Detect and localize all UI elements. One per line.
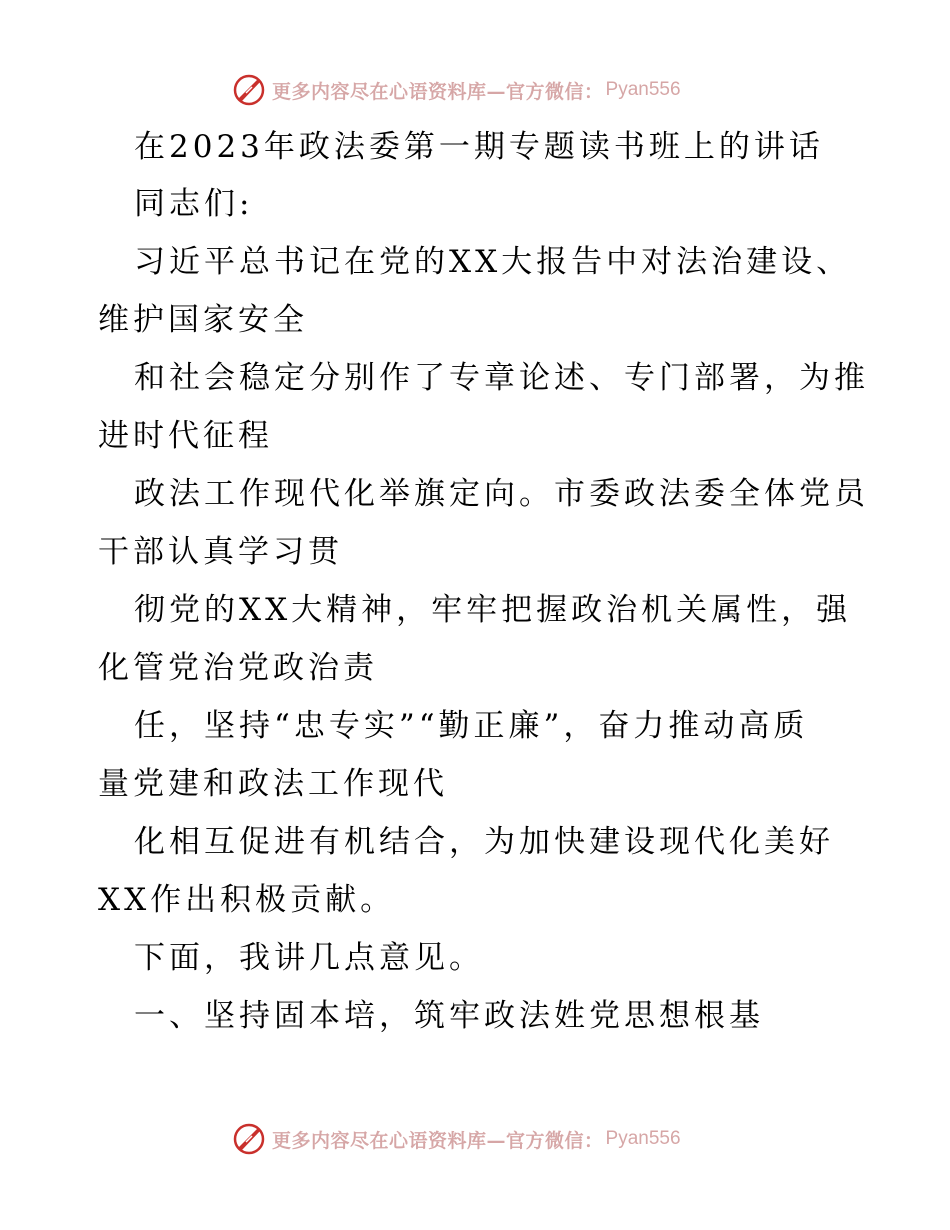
paragraph-line: 下面，我讲几点意见。 bbox=[134, 940, 484, 976]
quill-logo-icon bbox=[232, 1122, 266, 1156]
paragraph-line: XX作出积极贡献。 bbox=[98, 882, 396, 918]
footer-watermark bbox=[232, 1121, 681, 1157]
paragraph-line: 进时代征程 bbox=[98, 418, 273, 454]
quill-logo-icon bbox=[232, 73, 266, 107]
paragraph-line: 化管党治党政治责 bbox=[98, 650, 378, 686]
paragraph-line: 干部认真学习贯 bbox=[98, 534, 343, 570]
salutation: 同志们: bbox=[134, 186, 254, 222]
paragraph-line: 政法工作现代化举旗定向。市委政法委全体党员 bbox=[134, 476, 869, 512]
section-heading: 一、坚持固本培，筑牢政法姓党思想根基 bbox=[134, 998, 764, 1034]
watermark-text: 更多内容尽在心语资料库—官方微信： bbox=[272, 80, 604, 103]
paragraph-line: 维护国家安全 bbox=[98, 302, 308, 338]
document-title: 在2023年政法委第一期专题读书班上的讲话 bbox=[134, 129, 824, 165]
paragraph-line: 任，坚持“忠专实”“勤正廉”，奋力推动高质 bbox=[134, 708, 809, 744]
paragraph-line: 量党建和政法工作现代 bbox=[98, 766, 448, 802]
watermark-wechat-id: Pyan556 bbox=[605, 1128, 681, 1149]
header-watermark bbox=[232, 72, 681, 108]
paragraph-line: 习近平总书记在党的XX大报告中对法治建设、 bbox=[134, 244, 852, 280]
paragraph-line: 彻党的XX大精神，牢牢把握政治机关属性，强 bbox=[134, 592, 852, 628]
paragraph-line: 化相互促进有机结合，为加快建设现代化美好 bbox=[134, 824, 834, 860]
watermark-text: 更多内容尽在心语资料库—官方微信： bbox=[272, 1129, 604, 1152]
watermark-wechat-id: Pyan556 bbox=[605, 79, 681, 100]
paragraph-line: 和社会稳定分别作了专章论述、专门部署，为推 bbox=[134, 360, 869, 396]
